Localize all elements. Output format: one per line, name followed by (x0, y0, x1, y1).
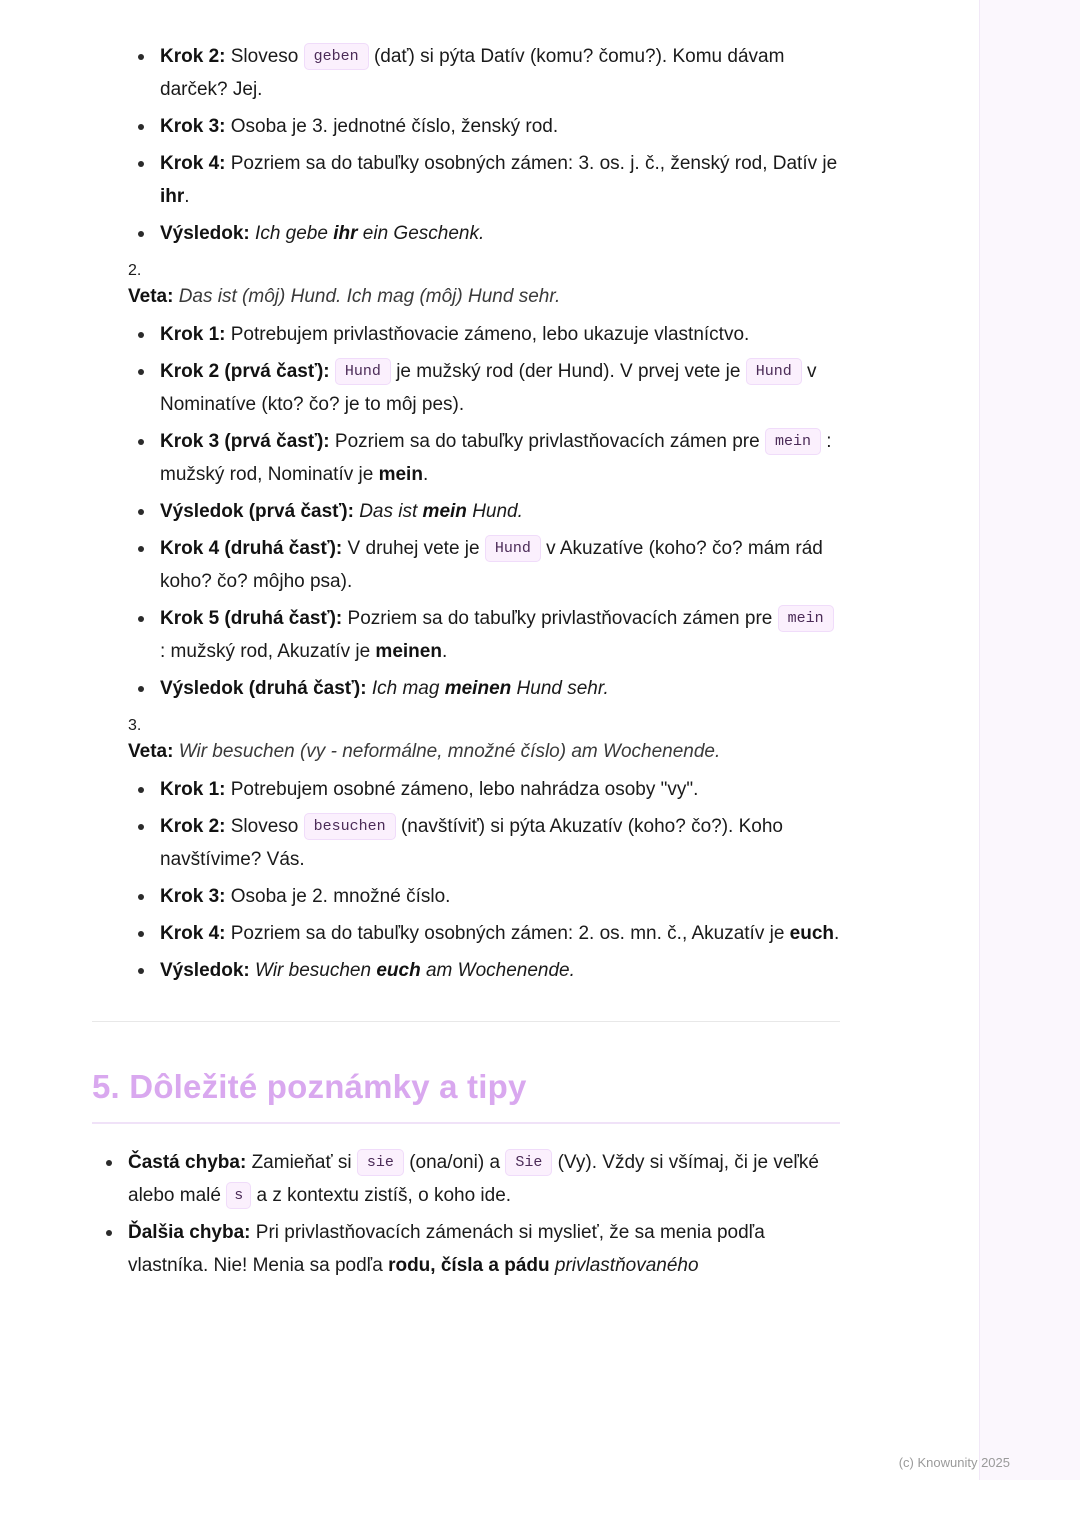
step-label: Výsledok: (160, 223, 250, 244)
step-label: Krok 4: (160, 153, 226, 174)
steps-list-item-3 (92, 773, 840, 987)
veta-label: Veta: (128, 741, 174, 762)
section-divider (92, 1021, 840, 1022)
section-title-5: 5. Dôležité poznámky a tipy (92, 1068, 527, 1105)
step-krok-2 (138, 40, 840, 106)
step-text-cont: : mužský rod, Akuzatív je (160, 641, 371, 662)
code-token-hund: Hund (335, 358, 391, 385)
note-text-cont: (ona/oni) a (409, 1152, 501, 1173)
step-krok-2 (138, 810, 840, 876)
footer-copyright: (c) Knowunity 2025 (898, 1455, 1010, 1470)
result-emphasis: mein (422, 501, 467, 522)
veta-text: Das ist (môj) Hund. Ich mag (môj) Hund sehr. (178, 286, 561, 307)
code-token-mein-2: mein (778, 605, 834, 632)
step-text: Sloveso (230, 816, 299, 837)
sentence-line (128, 735, 840, 769)
step-text-cont: : mužský rod, Nominatív je (160, 431, 832, 485)
note-casta-chyba (106, 1146, 840, 1212)
step-text-cont: v Akuzatíve (koho? čo? mám rád koho? čo? môjho psa). (160, 538, 823, 592)
sentence-line (128, 280, 840, 314)
result-text: Wir besuchen (255, 960, 372, 981)
result-text: Das ist (359, 501, 418, 522)
step-vysledok-prva-cast (138, 495, 840, 528)
step-text: Pozriem sa do tabuľky privlastňovacích zámen pre (334, 431, 760, 452)
step-emphasis: mein (378, 464, 423, 485)
step-text-cont: (dať) si pýta Datív (komu? čomu?). Komu dávam darček? Jej. (160, 46, 785, 100)
step-label: Krok 3: (160, 886, 226, 907)
step-text: Osoba je 3. jednotné číslo, ženský rod. (230, 116, 559, 137)
result-text-cont: Hund. (472, 501, 523, 522)
step-emphasis: meinen (375, 641, 442, 662)
step-vysledok-druha-cast (138, 672, 840, 705)
note-text: Pri privlastňovacích zámenách si myslieť, že sa menia podľa vlastníka. Nie! Menia sa podľa (128, 1222, 765, 1276)
veta-text: Wir besuchen (vy - neformálne, množné číslo) am Wochenende. (178, 741, 721, 762)
step-krok-1 (138, 318, 840, 351)
note-emphasis-italic: privlastňovaného (554, 1255, 699, 1276)
step-text: Sloveso (230, 46, 299, 67)
step-text-cont: v Nominatíve (kto? čo? je to môj pes). (160, 361, 817, 415)
step-label: Krok 3 (prvá časť): (160, 431, 330, 452)
step-label: Výsledok (prvá časť): (160, 501, 354, 522)
step-text: Pozriem sa do tabuľky privlastňovacích zámen pre (347, 608, 773, 629)
result-emphasis: ihr (333, 223, 358, 244)
note-text-end: a z kontextu zistíš, o koho ide. (256, 1185, 512, 1206)
code-token-mein: mein (765, 428, 821, 455)
note-label: Častá chyba: (128, 1152, 247, 1173)
step-label: Výsledok: (160, 960, 250, 981)
step-text: Potrebujem privlastňovacie zámeno, lebo ukazuje vlastníctvo. (230, 324, 750, 345)
note-label: Ďalšia chyba: (128, 1222, 251, 1243)
note-emphasis: rodu, čísla a pádu (388, 1255, 550, 1276)
step-label: Krok 1: (160, 779, 226, 800)
step-text: Osoba je 2. množné číslo. (230, 886, 451, 907)
code-token-s: s (226, 1182, 251, 1209)
code-token-hund-2: Hund (746, 358, 802, 385)
result-text-cont: am Wochenende. (425, 960, 575, 981)
sentence-item-2 (92, 262, 840, 314)
sentence-item-3 (92, 717, 840, 769)
step-text: Pozriem sa do tabuľky osobných zámen: 3. os. j. č., ženský rod, Datív je (230, 153, 838, 174)
step-krok-3 (138, 880, 840, 913)
step-krok-4 (138, 917, 840, 950)
step-vysledok (138, 217, 840, 250)
step-label: Krok 2 (prvá časť): (160, 361, 330, 382)
step-label: Krok 5 (druhá časť): (160, 608, 343, 629)
step-text-end: . (441, 641, 448, 662)
result-emphasis: meinen (444, 678, 512, 699)
step-label: Výsledok (druhá časť): (160, 678, 367, 699)
step-text: je mužský rod (der Hund). V prvej vete je (396, 361, 741, 382)
step-krok-2-prva-cast (138, 355, 840, 421)
step-text: Pozriem sa do tabuľky osobných zámen: 2. os. mn. č., Akuzatív je (230, 923, 785, 944)
note-text-cont-2: (Vy). Vždy si všímaj, či je veľké alebo malé (128, 1152, 819, 1206)
steps-list-item-2 (92, 318, 840, 705)
code-token-besuchen: besuchen (304, 813, 396, 840)
step-label: Krok 2: (160, 816, 226, 837)
result-text: Ich mag (371, 678, 440, 699)
step-text-end: . (834, 923, 840, 944)
step-label: Krok 3: (160, 116, 226, 137)
veta-label: Veta: (128, 286, 174, 307)
step-label: Krok 2: (160, 46, 226, 67)
code-token-geben: geben (304, 43, 369, 70)
document-content (92, 40, 840, 1286)
result-text-cont: Hund sehr. (516, 678, 609, 699)
step-krok-5-druha-cast (138, 602, 840, 668)
code-token-sie-lower: sie (357, 1149, 404, 1176)
page-right-margin-tint (979, 0, 1080, 1480)
step-krok-3-prva-cast (138, 425, 840, 491)
step-text-end: . (184, 186, 190, 207)
result-text: Ich gebe (255, 223, 328, 244)
step-krok-1 (138, 773, 840, 806)
section-title-underline (92, 1122, 840, 1124)
note-dalsia-chyba (106, 1216, 840, 1282)
note-text: Zamieňať si (251, 1152, 352, 1173)
list-number: 3. (128, 717, 142, 734)
step-emphasis: ihr (160, 186, 185, 207)
step-label: Krok 1: (160, 324, 226, 345)
step-emphasis: euch (789, 923, 835, 944)
notes-list (92, 1146, 840, 1282)
code-token-sie-upper: Sie (505, 1149, 552, 1176)
step-krok-4-druha-cast (138, 532, 840, 598)
step-label: Krok 4 (druhá časť): (160, 538, 343, 559)
list-number: 2. (128, 262, 142, 279)
result-emphasis: euch (376, 960, 421, 981)
code-token-hund-3: Hund (485, 535, 541, 562)
step-krok-3 (138, 110, 840, 143)
step-krok-4 (138, 147, 840, 213)
step-text-cont: (navštíviť) si pýta Akuzatív (koho? čo?). Koho navštívime? Vás. (160, 816, 783, 870)
step-text: Potrebujem osobné zámeno, lebo nahrádza osoby "vy". (230, 779, 699, 800)
step-text-end: . (422, 464, 429, 485)
result-text-cont: ein Geschenk. (362, 223, 485, 244)
step-vysledok (138, 954, 840, 987)
step-text: V druhej vete je (347, 538, 480, 559)
steps-list-item-1 (92, 40, 840, 250)
step-label: Krok 4: (160, 923, 226, 944)
